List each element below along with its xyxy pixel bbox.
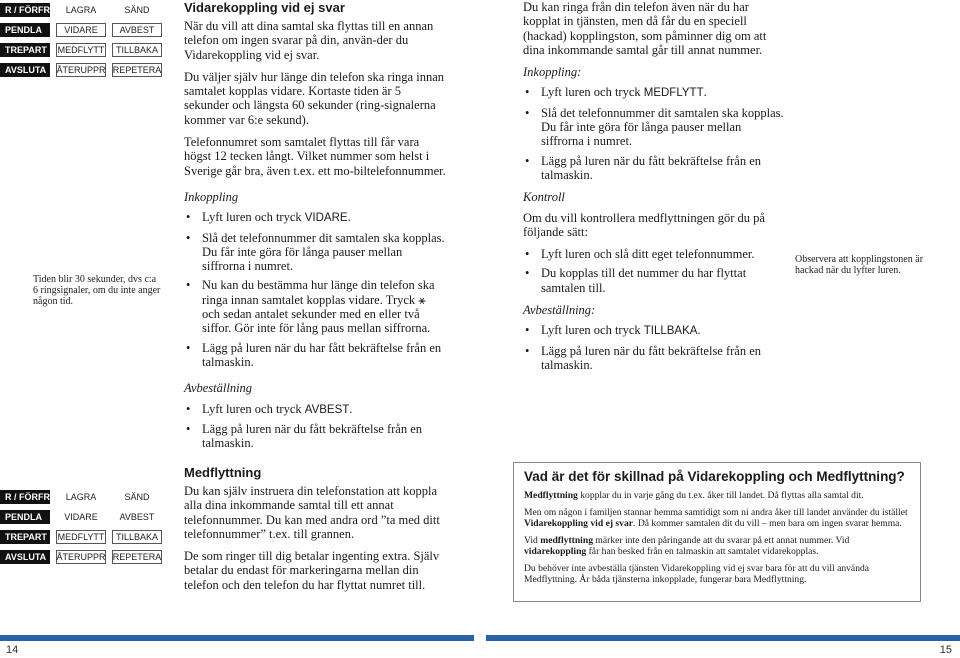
key-avsluta: AVSLUTA bbox=[0, 63, 50, 77]
list-item: • Lägg på luren när du fått bekräftelse från en talmaskin. bbox=[186, 421, 423, 451]
key-r-forfr: R / FÖRFR bbox=[0, 3, 50, 17]
keypad-row bbox=[0, 0, 162, 20]
key-avbest: AVBEST bbox=[112, 510, 162, 524]
paragraph: Du kan själv instruera din telefonstation att koppla alla dina inkommande samtal till ett annat telefonnummer. Du kan med andra ord ”ta med ditt telefonnummer” t.ex. till grannen. bbox=[184, 484, 440, 541]
section-title: Medflyttning bbox=[184, 465, 262, 480]
info-box-title: Vad är det för skillnad på Vidarekoppling och Medflyttning? bbox=[524, 469, 905, 484]
key-ateruppr: ÅTERUPPR bbox=[56, 552, 106, 562]
key-avsluta: AVSLUTA bbox=[0, 550, 50, 564]
key-tillbaka: TILLBAKA bbox=[112, 43, 162, 57]
keypad-bottom bbox=[0, 487, 162, 567]
paragraph: Om du vill kontrollera medflyttningen gör du på följande sätt: bbox=[523, 210, 765, 239]
list-item: • Nu kan du bestämma hur länge din telefon ska ringa innan samtalet kopplas vidare. Tryck ⚹ och sedan antalet sekunder med en eller två siffor. Gör inte för lång paus mellan siffrorna. bbox=[186, 278, 435, 336]
keypad-row bbox=[0, 547, 162, 567]
key-trepart: TREPART bbox=[0, 530, 50, 544]
key-lagra: LAGRA bbox=[56, 490, 106, 504]
list-item: • Lyft luren och slå ditt eget telefonnummer. bbox=[525, 247, 755, 262]
list-item: • Lägg på luren när du har fått bekräftelse från en talmaskin. bbox=[186, 340, 442, 369]
list-item: • Lägg på luren när du fått bekräftelse från en talmaskin. bbox=[525, 343, 762, 372]
key-r-forfr: R / FÖRFR bbox=[0, 490, 50, 504]
list-item: • Lägg på luren när du fått bekräftelse från en talmaskin. bbox=[525, 153, 762, 182]
key-pendla: PENDLA bbox=[0, 510, 50, 524]
subheading-inkoppling: Inkoppling bbox=[184, 189, 239, 204]
key-medflytt: MEDFLYTT bbox=[57, 532, 105, 542]
paragraph: Telefonnumret som samtalet flyttas till får vara högst 12 tecken långt. Vilket nummer som helst i Sverige går bra, även t.ex. ett mo-biltelefonnummer. bbox=[184, 135, 446, 178]
inkoppling-list bbox=[184, 210, 446, 369]
keypad-row bbox=[0, 60, 162, 80]
section-title: Vidarekoppling vid ej svar bbox=[184, 0, 345, 15]
avbest-list bbox=[184, 402, 446, 451]
key-repetera: REPETERA bbox=[112, 552, 162, 562]
inkoppling-list bbox=[523, 85, 785, 182]
list-item: • Du kopplas till det nummer du har flyttat samtalen till. bbox=[525, 266, 747, 295]
margin-note-right: Observera att kopplingstonen är hackad när du lyfter luren. bbox=[795, 254, 924, 276]
paragraph: Du väljer själv hur länge din telefon ska ringa innan samtalet kopplas vidare. Kortaste tiden är 5 sekunder och längsta 60 sekunder (ring-signalerna kommer var 6:e sekund). bbox=[184, 69, 444, 127]
key-vidare: VIDARE bbox=[56, 23, 106, 37]
key-lagra: LAGRA bbox=[56, 3, 106, 17]
section-medflyttning-cont bbox=[523, 0, 785, 377]
info-paragraph: Medflyttning kopplar du in varje gång du t.ex. åker till landet. Då flyttas alla samtal dit. bbox=[524, 490, 864, 501]
subheading-inkoppling: Inkoppling: bbox=[523, 65, 582, 80]
keypad-top bbox=[0, 0, 162, 80]
info-paragraph: Du behöver inte avbeställa tjänsten Vidarekoppling vid ej svar bara för att du vill använda Medflyttning. År båda tjänsterna inkopplade, fungerar bara Medflyttning. bbox=[524, 562, 870, 585]
keypad-row bbox=[0, 527, 162, 547]
key-ateruppr: ÅTERUPPR bbox=[56, 65, 106, 75]
subheading-kontroll: Kontroll bbox=[523, 190, 565, 205]
paragraph: De som ringer till dig betalar ingenting extra. Själv betalar du endast för markeringarna mellan din telefon och den telefon du har flyttat numret till. bbox=[184, 549, 440, 592]
margin-note-left: Tiden blir 30 sekunder, dvs c:a 6 ringsignaler, om du inte anger någon tid. bbox=[33, 274, 161, 307]
kontroll-list bbox=[523, 247, 785, 295]
key-medflytt: MEDFLYTT bbox=[57, 45, 105, 55]
key-pendla: PENDLA bbox=[0, 23, 50, 37]
key-sand: SÄND bbox=[112, 3, 162, 17]
key-sand: SÄND bbox=[112, 490, 162, 504]
section-vidarekoppling bbox=[184, 0, 446, 455]
keypad-row bbox=[0, 487, 162, 507]
keypad-row bbox=[0, 40, 162, 60]
keypad-row bbox=[0, 20, 162, 40]
key-tillbaka: TILLBAKA bbox=[112, 530, 162, 544]
page-number-left: 14 bbox=[6, 644, 19, 656]
page-number-right: 15 bbox=[939, 644, 952, 656]
key-vidare: VIDARE bbox=[56, 510, 106, 524]
info-box bbox=[513, 462, 921, 602]
footer-bar-right bbox=[486, 635, 960, 641]
list-item: • Lyft luren och tryck VIDARE. bbox=[186, 210, 351, 225]
key-trepart: TREPART bbox=[0, 43, 50, 57]
footer-bar-left bbox=[0, 635, 474, 641]
subheading-avbestallning: Avbeställning bbox=[184, 381, 253, 396]
list-item: • Lyft luren och tryck MEDFLYTT. bbox=[525, 85, 707, 100]
subheading-avbestallning: Avbeställning: bbox=[523, 303, 596, 318]
list-item: • Lyft luren och tryck TILLBAKA. bbox=[525, 323, 701, 338]
list-item: • Slå det telefonnummer dit samtalen ska kopplas. Du får inte göra för långa pauser mellan siffrorna i numret. bbox=[186, 230, 445, 274]
info-paragraph: Vid medflyttning märker inte den påringande att du svarar på ett annat nummer. Vid vidarekoppling får han besked från en talmaskin att samtalet vidarekopplas. bbox=[524, 534, 850, 557]
key-repetera: REPETERA bbox=[112, 65, 162, 75]
paragraph: När du vill att dina samtal ska flyttas till en annan telefon om ingen svarar på din, använ-der du Vidarekoppling vid ej svar. bbox=[184, 19, 434, 62]
page-footer bbox=[0, 635, 960, 658]
paragraph: Du kan ringa från din telefon även när du har kopplat in tjänsten, men då får du en speciell (hackad) kopplingston, som påminner dig om att dina inkommande samtal går till annat nummer. bbox=[523, 0, 767, 57]
list-item: • Lyft luren och tryck AVBEST. bbox=[186, 401, 353, 416]
keypad-row bbox=[0, 507, 162, 527]
section-medflyttning bbox=[184, 465, 446, 600]
avbest-list bbox=[523, 323, 785, 372]
key-avbest: AVBEST bbox=[112, 23, 162, 37]
info-paragraph: Men om någon i familjen stannar hemma samtidigt som ni andra åker till landet använder du istället Vidarekoppling vid ej svar. Då kommer samtalen dit du vill – men bara om ingen svarar hemma. bbox=[524, 506, 908, 529]
list-item: • Slå det telefonnummer dit samtalen ska kopplas. Du får inte göra för långa pauser mellan siffrorna i numret. bbox=[525, 105, 784, 149]
